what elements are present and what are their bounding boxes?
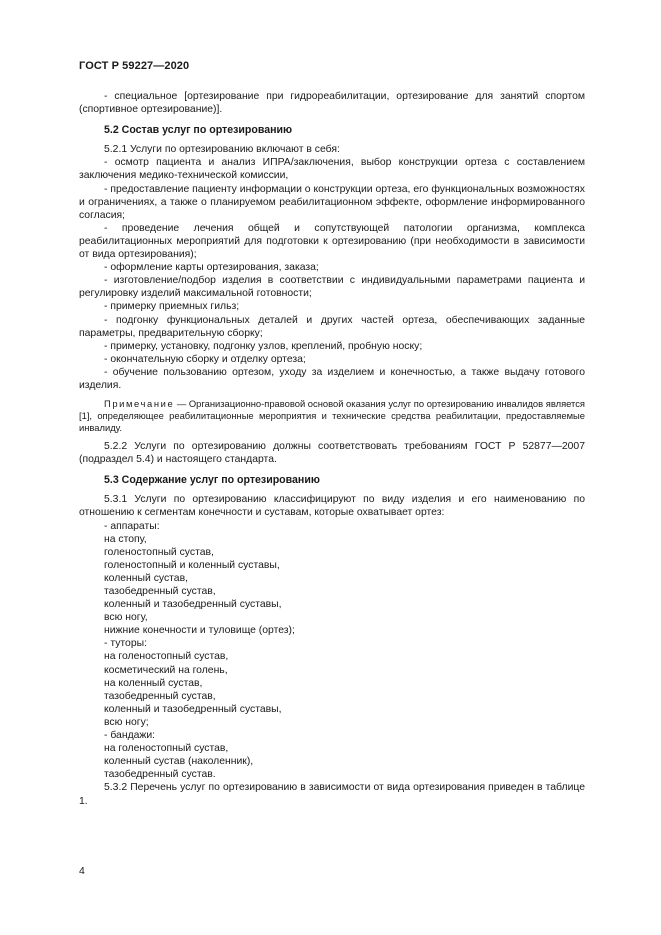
list-item: коленный и тазобедренный суставы, <box>104 599 282 611</box>
list-item: коленный сустав, <box>104 572 188 584</box>
note-label: Примечание <box>104 398 175 410</box>
list-item: коленный и тазобедренный суставы, <box>104 703 282 715</box>
section-heading-5-3: 5.3 Содержание услуг по ортезированию <box>104 474 320 487</box>
page-number: 4 <box>79 866 85 877</box>
document-body <box>79 90 585 808</box>
list-item: всю ногу, <box>104 612 148 624</box>
list-item: - окончательную сборку и отделку ортеза; <box>104 353 306 365</box>
list-item: - туторы: <box>104 638 147 650</box>
list-item: тазобедренный сустав, <box>104 690 216 702</box>
note-text: — Организационно-правовой основой оказания услуг по ортезированию инвалидов является [1], определяющее реабилитационные мероприятия и технические средства реабилитации, предоставляемые инвалиду. <box>79 398 585 434</box>
list-item: - проведение лечения общей и сопутствующей патологии организма, комплекса реабилитационных мероприятий для подготовки к ортезированию (при необходимости в зависимости от вида ортезирования); <box>79 222 585 261</box>
list-item: на стопу, <box>104 533 147 545</box>
list-item: - примерку, установку, подгонку узлов, креплений, пробную носку; <box>104 340 423 352</box>
list-item: всю ногу; <box>104 716 149 728</box>
list-item: - аппараты: <box>104 520 160 532</box>
document-code-header: ГОСТ Р 59227—2020 <box>79 60 190 72</box>
paragraph-5-3-2: 5.3.2 Перечень услуг по ортезированию в зависимости от вида ортезирования приведен в таблице 1. <box>79 782 585 807</box>
list-item: - оформление карты ортезирования, заказа; <box>104 262 319 274</box>
list-item: нижние конечности и туловище (ортез); <box>104 625 295 637</box>
list-item: тазобедренный сустав, <box>104 586 216 597</box>
list-item: - изготовление/подбор изделия в соответствии с индивидуальными параметрами пациента и регулировку изделий максимальной готовности; <box>79 275 585 300</box>
list-item: - предоставление пациенту информации о конструкции ортеза, его функциональных возможностях и ограничениях, а также о планируемом реабилитационном эффекте, оформление информированного согласия; <box>79 183 585 221</box>
paragraph-5-3-1: 5.3.1 Услуги по ортезированию классифицируют по виду изделия и его наименованию по отношению к сегментам конечности и суставам, которые охватывает ортез: <box>79 494 585 519</box>
list-item: - бандажи: <box>104 730 156 742</box>
paragraph-5-2-2: 5.2.2 Услуги по ортезированию должны соответствовать требованиям ГОСТ Р 52877—2007 (подраздел 5.4) и настоящего стандарта. <box>79 441 585 466</box>
list-item: - подгонку функциональных деталей и других частей ортеза, обеспечивающих заданные параметры, предварительную сборку; <box>79 314 585 339</box>
paragraph-5-2-1: 5.2.1 Услуги по ортезированию включают в себя: <box>104 144 340 156</box>
list-item: - примерку приемных гильз; <box>104 301 240 313</box>
section-heading-5-2: 5.2 Состав услуг по ортезированию <box>104 124 293 137</box>
list-item: на коленный сустав, <box>104 677 203 689</box>
list-item: косметический на голень, <box>104 664 228 676</box>
list-item: на голеностопный сустав, <box>104 743 229 755</box>
paragraph-sports-orthotics: - специальное [ортезирование при гидрореабилитации, ортезирование для занятий спортом (спортивное ортезирование)]. <box>79 91 585 116</box>
list-item: - осмотр пациента и анализ ИПРА/заключения, выбор конструкции ортеза с составлением заключения медико-технической комиссии, <box>79 157 585 182</box>
list-item: коленный сустав (наколенник), <box>104 756 254 768</box>
list-item: голеностопный и коленный суставы, <box>104 559 280 571</box>
list-item: на голеностопный сустав, <box>104 651 229 663</box>
list-item: тазобедренный сустав. <box>104 769 216 781</box>
list-item: - обучение пользованию ортезом, уходу за изделием и конечностью, а также выдачу готового изделия. <box>79 366 585 391</box>
list-item: голеностопный сустав, <box>104 546 214 558</box>
note-paragraph <box>79 398 585 434</box>
